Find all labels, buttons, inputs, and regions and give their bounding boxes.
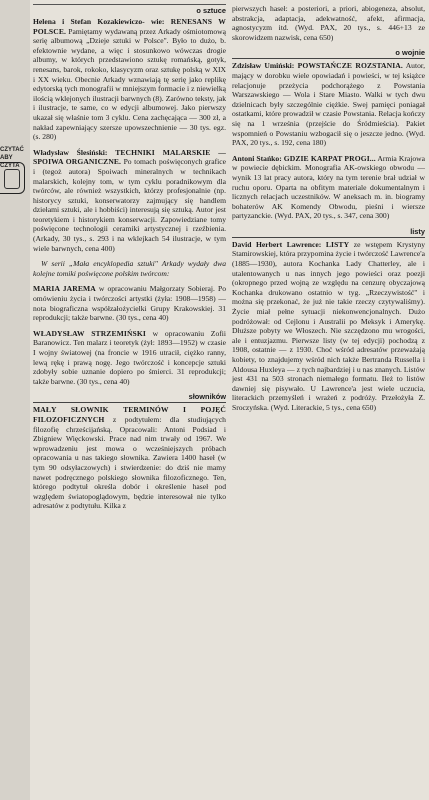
right-column	[232, 4, 425, 800]
review-body: Autor, mający w dorobku wiele opowiadań i powieści, w tej książce relacjonuje przeżycia podchorążego z Powstania Warszawskiego — Wola i Stare Miasto. Walki w tych dwu dzielnicach były szczególnie ciężkie. Swej pamięci poniagał ostatkami, które prowadził w czasie Powstania. Relacja kończy się na 1 września (przejście do Śródmieścia). Pakiet wspomnień o Powstaniu wzbogacił się o jeszcze jedno. (Wyd. PAX, 20 tys., s. 192, cena 180)	[232, 61, 425, 148]
review-entry	[232, 240, 425, 413]
review-body: w opracowaniu Zofii Baranowicz. Ten malarz i teoretyk (żył: 1893—1952) w czasie I wojny światowej (na froncie w 1916 utracił, ciężko ranny, lewą rękę i prawą nogę. Jego twórczość i koncepcje sztuki zdobyły sobie uznanie dopiero po śmierci. 31 reprodukcji; także barwne. (30 tys., cena 40)	[33, 328, 226, 386]
review-title: RENESANS W POLSCE.	[33, 17, 226, 36]
series-title: „Mała encyklopedia sztuki" Arkady wydały dwa kolejne tomiki poświęcone polskim twórcom:	[33, 259, 226, 278]
review-body: w opracowaniu Małgorzaty Sobieraj. Po omówieniu życia i twórczości artystki (żyła: 1908—1958) — nota biograficzna współzałożycielki Grupy Krakowskiej. 31 reprodukcji; także barwne. (30 tys., cena 40)	[33, 284, 226, 323]
review-author: Władysław Ślesiński:	[33, 147, 108, 157]
review-body: Po tomach poświęconych grafice i (tegoż autora) Spoiwach mineralnych w technikach malarskich, kolejny tom, w tym cyklu poradnikowym dla twórców, ale również wszystkich, którzy profesjonalnie (np. historycy sztuki, konserwatorzy zajmujący się handlem dziełami sztuki, ale i hobbiści) interesują się sztuką. Autor jest teoretykiem i historykiem konserwacji. Zapowiedziane tomy poświęcone technologii ceramiki artystycznej i rzeźbienia. (Arkady, 30 tys., s. 293 i na wklejkach 54 ilustracje, w tym wiele barwnych, cena 400)	[33, 157, 226, 253]
review-entry	[33, 329, 226, 387]
review-text	[232, 61, 425, 147]
sidebar-label-line: CZYTA	[0, 163, 20, 169]
review-text	[232, 240, 425, 413]
review-entry	[33, 148, 226, 254]
sidebar-label-line: CZYTAĆ	[0, 147, 24, 153]
section-heading-art: o sztuce	[196, 6, 226, 15]
review-text	[33, 329, 226, 387]
review-text	[33, 405, 226, 511]
section-heading-dictionaries: słowników	[33, 392, 226, 403]
review-text	[232, 154, 425, 221]
review-entry	[232, 154, 425, 221]
review-body: Armia Krajowa w powiecie dębickim. Monografia AK-owskiego obwodu — wynik 13 lat pracy autora, który na tym terenie brał udział w ruchu oporu. Oparta na obfitym materiale dokumentalnym i licznych relacjach uczestników. W aneksach m. in. biogramy bohaterów AK Komendy Obwodu, pieśni i wiersze partyzanckie. (Wyd. PAX, 20 tys., s. 347, cena 300)	[232, 153, 425, 221]
review-body: ze wstępem Krystyny Stamirowskiej, która przypomina życie i twórczość Lawrence'a (1885—1930), autora Kochanka Lady Chatterley, ale i utalentowanych u nas innych jego powieści oraz poezji (okropnego przed wojną ze względu na cenzurę obyczajową Kochanka drukowano ostatnio w tyg. „Rzeczywistość" i można się przekonać, że już nie takie rzeczy czytywaliśmy). Życie miał pełne sytuacji niekonwencjonalnych. Dużo podróżował: od Cejlonu i Australii po Meksyk i Amerykę. Dłuższe pobyty we Włoszech. Nie szczędzono mu wrogości, ale i entuzjazmu. Pierwsze listy (w tej edycji) pochodzą z 1908, ostatnie — z 1930. Choć wśród adresatów przeważają kobiety, to znajdujemy wśród nich także Bertranda Russella i Aldousa Huxleya — z tych najbardziej i u nas znanych. Listów jest 431 na 503 stronach niemałego formatu. Ileż to listów dawniej się pisywało. U Lawrence'a jest wiele uczucia, literackich przemyśleń i wrażeń z podróży. Przełożyła Z. Sroczyńska. (Wyd. Literackie, 5 tys., cena 650)	[232, 239, 425, 412]
review-title: MARIA JAREMA	[33, 284, 96, 294]
review-author: Zdzisław Umiński:	[232, 61, 295, 71]
left-margin-strip	[0, 0, 30, 800]
review-author: David Herbert Lawrence:	[232, 239, 322, 249]
sidebar-label-line: ABY	[0, 155, 13, 161]
review-entry	[232, 61, 425, 147]
review-title: POWSTAŃCZE ROZSTANIA.	[297, 61, 403, 71]
review-entry	[33, 17, 226, 142]
section-rule	[33, 4, 226, 5]
review-title: TECHNIKI MALARSKIE — SPOIWA ORGANICZNE.	[33, 147, 226, 167]
review-entry	[33, 405, 226, 511]
review-text	[33, 284, 226, 322]
review-body: z podtytułem: dla studiujących filozofię chrześcijańską. Opracowali: Antoni Podsiad i Zbigniew Więckowski. Prace nad nim trwały od 1967. We wprowadzeniu jest mowa o wcześniejszych próbach opracowania u nas takiego słownika. Zawiera 1400 haseł (w tym 90 odsyłaczowych) i stwierdzenie: do dziś nie mamy nawet podręcznego polskiego słownika filozoficznego. Ten, którego podtytuł określa dobór i określenie haseł pod względem światopoglądowym, będzie interesował nie tylko adresatów z podtytułu. Kilka z	[33, 414, 226, 511]
section-heading-letters: listy	[232, 227, 425, 238]
review-entry-continued	[232, 4, 425, 42]
review-author: Antoni Stańko:	[232, 153, 282, 163]
section-heading-war: o wojnie	[232, 48, 425, 59]
book-icon	[0, 162, 25, 194]
review-author: Helena i Stefan Kozakiewiczo- wie:	[33, 17, 165, 26]
review-body: Pamiętamy wydawaną przez Arkady ośmiotomową serię albumową „Dzieje sztuki w Polsce". Było to dużo, b. efektownie wydane, a więc i stosunkowo wówczas drogie albumy, w których przedstawiono sztukę romańską, gotyk, renesans, barok, rokoko, klasycyzm oraz sztukę polską w XIX i XX wieku. Obecnie Arkady wznawiają tę serię jako replikę edytorską tych monografii w mniejszym formacie i z niewielką ilością wklejonych ilustracji barwnych (8). Zarówno teksty, jak i ilustracje, te same, co w edycji albumowej. Jako pierwszy ukazał się właśnie tom 3 cyklu. Cena zachęcająca — 300 zł, a nakład zapewniający szersze upowszechnienie — 30 tys. egz. (s. 280)	[33, 26, 226, 142]
review-title: LISTY	[325, 239, 350, 249]
series-note	[33, 259, 226, 278]
review-title: MAŁY SŁOWNIK TERMINÓW I POJĘĆ FILOZOFICZNYCH	[33, 405, 226, 424]
left-column	[33, 4, 226, 800]
review-title: WŁADYSŁAW STRZEMIŃSKI	[33, 328, 146, 338]
review-text	[33, 17, 226, 142]
review-text	[33, 148, 226, 254]
series-prefix: W serii	[41, 259, 65, 269]
review-entry	[33, 284, 226, 322]
review-title: GDZIE KARPAT PROGI...	[283, 153, 376, 163]
review-body: pierwszych haseł: a posteriori, a priori, abiogeneza, absolut, abstrakcja, adaptacja, adekwatność, afekt, afirmacja, agnostycyzm itd. (Wyd. PAX, 20 tys., s. 446+13 ze skorowidzem nazwisk, cena 650)	[232, 4, 425, 42]
